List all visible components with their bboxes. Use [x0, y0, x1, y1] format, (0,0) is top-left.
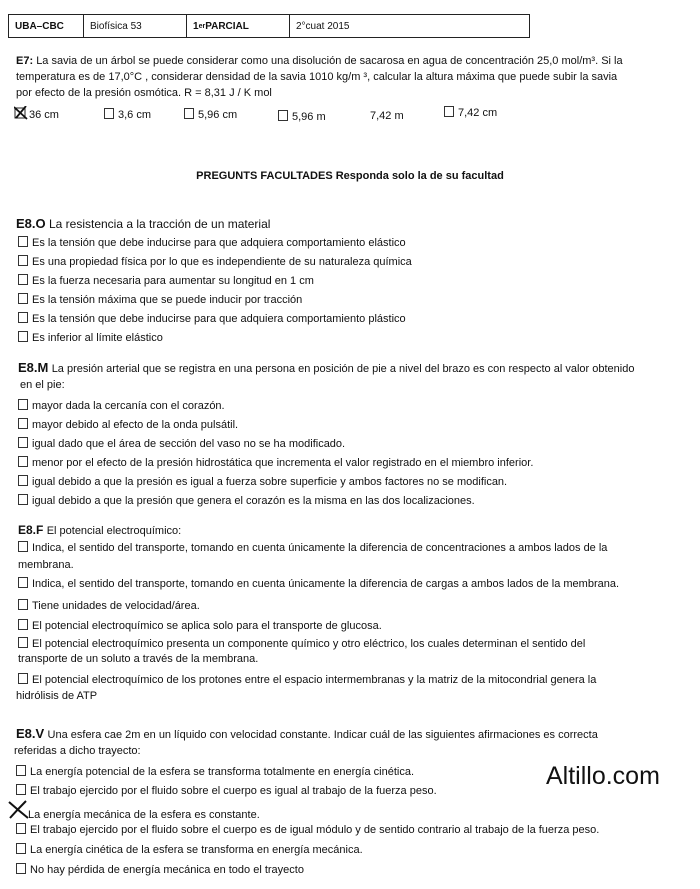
e8f-label: E8.F [18, 523, 44, 537]
e8f-option-5[interactable] [18, 637, 585, 650]
institution: UBA–CBC [15, 20, 64, 32]
e8v-label: E8.V [16, 726, 45, 741]
checkbox-icon [18, 437, 28, 448]
checkbox-icon [18, 494, 28, 505]
e8m-option-6[interactable] [18, 494, 475, 507]
e8v-option-1-label: La energía potencial de la esfera se transforma totalmente en energía cinética. [30, 766, 415, 778]
e8o-option-6-label: Es inferior al límite elástico [32, 332, 163, 344]
e8v-option-5[interactable] [16, 843, 363, 856]
e8m-option-6-label: igual debido a que la presión que genera el corazón es la misma en las dos localizaciones. [32, 495, 475, 507]
e8f-option-1-label: Indica, el sentido del transporte, tomando en cuenta únicamente la diferencia de concentraciones a ambos lados de la [32, 542, 608, 554]
checked-box-icon [14, 106, 26, 118]
e8m-stem [18, 360, 634, 375]
checkbox-icon [18, 637, 28, 648]
e8v-stem-text-2: referidas a dicho trayecto: [14, 745, 141, 757]
checked-box-icon [8, 800, 28, 818]
e7-option-5[interactable] [370, 110, 404, 122]
e7-option-3[interactable] [184, 108, 237, 121]
e8f-option-6-label: El potencial electroquímico de los protones entre el espacio intermembranas y la matriz de la mitocondrial genera la [32, 674, 597, 686]
e8o-option-1[interactable] [18, 236, 406, 249]
e8f-option-1-label-cont: membrana. [18, 559, 74, 571]
e8f-option-2[interactable] [18, 577, 619, 590]
e8m-option-3-label: igual dado que el área de sección del vaso no se ha modificado. [32, 438, 346, 450]
e7-option-1[interactable] [14, 106, 59, 121]
e8o-option-1-label: Es la tensión que debe inducirse para que adquiera comportamiento elástico [32, 237, 406, 249]
e8f-option-5-label-cont: transporte de un soluto a través de la membrana. [18, 653, 259, 665]
e7-line-1 [16, 54, 623, 68]
checkbox-icon [18, 331, 28, 342]
e8o-option-3-label: Es la fuerza necesaria para aumentar su longitud en 1 cm [32, 275, 314, 287]
e8f-option-4[interactable] [18, 619, 382, 632]
e8f-option-5-label: El potencial electroquímico presenta un componente químico y otro eléctrico, los cuales determinan el sentido del [32, 638, 586, 650]
exam-title: PARCIAL [205, 20, 249, 32]
e8v-option-1[interactable] [16, 765, 414, 778]
e7-line-3: por efecto de la presión osmótica. R = 8,31 J / K mol [16, 87, 272, 99]
checkbox-icon [104, 108, 114, 119]
e8o-option-5-label: Es la tensión que debe inducirse para que adquiera comportamiento plástico [32, 313, 406, 325]
e8f-option-6-label-cont: hidrólisis de ATP [16, 690, 98, 702]
e7-label: E7: [16, 55, 34, 67]
watermark: Altillo.com [546, 762, 660, 790]
e8f-option-6[interactable] [18, 673, 596, 686]
e8f-option-1[interactable] [18, 541, 607, 554]
checkbox-icon [18, 293, 28, 304]
checkbox-icon [18, 673, 28, 684]
e8f-option-3-label: Tiene unidades de velocidad/área. [32, 600, 200, 612]
subject: Biofísica 53 [90, 20, 142, 32]
e8m-option-4[interactable] [18, 456, 533, 469]
e7-option-6-label: 7,42 cm [458, 107, 498, 119]
e7-option-5-label: 7,42 m [370, 110, 404, 122]
checkbox-icon [18, 399, 28, 410]
e8m-option-1-label: mayor dada la cercanía con el corazón. [32, 400, 225, 412]
e8o-stem [16, 216, 270, 231]
exam-cell [187, 15, 290, 37]
e8o-stem-text: La resistencia a la tracción de un material [48, 217, 271, 231]
checkbox-icon [18, 541, 28, 552]
term: 2°cuat 2015 [296, 20, 350, 32]
subject-cell [84, 15, 187, 37]
checkbox-icon [278, 110, 288, 121]
e7-option-3-label: 5,96 cm [198, 109, 238, 121]
e8v-option-4-label: El trabajo ejercido por el fluido sobre el cuerpo es de igual módulo y de sentido contrario al trabajo de la fuerza peso. [30, 824, 600, 836]
e8f-stem-text: El potencial electroquímico: [46, 525, 182, 537]
checkbox-icon [18, 274, 28, 285]
e8o-option-5[interactable] [18, 312, 406, 325]
e8m-option-5-label: igual debido a que la presión es igual a fuerza sobre superficie y ambos factores no se modifican. [32, 476, 508, 488]
e8v-option-3-label: La energía mecánica de la esfera es constante. [28, 809, 260, 821]
e7-line-2: temperatura es de 17,0°C , considerar densidad de la savia 1010 kg/m ³, calcular la altura máxima que puede subir la savia [16, 71, 618, 83]
e8m-option-3[interactable] [18, 437, 345, 450]
checkbox-icon [16, 863, 26, 874]
e8f-option-2-label: Indica, el sentido del transporte, tomando en cuenta únicamente la diferencia de cargas a ambos lados de la membrana. [32, 578, 620, 590]
e8v-option-2-label: El trabajo ejercido por el fluido sobre el cuerpo es igual al trabajo de la fuerza peso. [30, 785, 437, 797]
checkbox-icon [18, 236, 28, 247]
e8m-label: E8.M [18, 360, 49, 375]
e8v-option-4[interactable] [16, 823, 599, 836]
checkbox-icon [16, 843, 26, 854]
e8m-option-5[interactable] [18, 475, 507, 488]
e8m-option-2[interactable] [18, 418, 238, 431]
e8v-option-6[interactable] [16, 863, 304, 876]
e8o-option-3[interactable] [18, 274, 314, 287]
e8f-stem [18, 523, 181, 537]
e8o-option-4[interactable] [18, 293, 302, 306]
checkbox-icon [18, 475, 28, 486]
e8o-option-2-label: Es una propiedad física por lo que es independiente de su naturaleza química [32, 256, 412, 268]
exam-header [8, 14, 530, 38]
checkbox-icon [18, 312, 28, 323]
checkbox-icon [16, 823, 26, 834]
checkbox-icon [16, 765, 26, 776]
e8f-option-4-label: El potencial electroquímico se aplica solo para el transporte de glucosa. [32, 620, 382, 632]
checkbox-icon [444, 106, 454, 117]
e8v-option-3[interactable] [8, 800, 260, 821]
e8v-stem [16, 726, 598, 741]
checkbox-icon [184, 108, 194, 119]
e8m-option-1[interactable] [18, 399, 225, 412]
e7-option-1-label: 36 cm [29, 109, 59, 121]
e8f-option-3[interactable] [18, 599, 200, 612]
e8o-option-2[interactable] [18, 255, 412, 268]
e8v-option-6-label: No hay pérdida de energía mecánica en todo el trayecto [30, 864, 304, 876]
e7-option-4-label: 5,96 m [292, 111, 326, 123]
e8v-option-2[interactable] [16, 784, 437, 797]
e7-option-6[interactable] [444, 106, 497, 119]
checkbox-icon [18, 255, 28, 266]
exam-number: 1 [193, 20, 199, 32]
e7-text-1: La savia de un árbol se puede considerar como una disolución de sacarosa en agua de concentración 25,0 mol/m³. Si la [36, 55, 623, 67]
e7-option-2[interactable] [104, 108, 151, 121]
e8o-option-4-label: Es la tensión máxima que se puede inducir por tracción [32, 294, 303, 306]
e8v-stem-text-1: Una esfera cae 2m en un líquido con velocidad constante. Indicar cuál de las siguientes afirmaciones es correcta [47, 729, 598, 741]
e8m-option-4-label: menor por el efecto de la presión hidrostática que incrementa el valor registrado en el miembro inferior. [32, 457, 534, 469]
checkbox-icon [16, 784, 26, 795]
term-cell [290, 15, 529, 37]
institution-cell [9, 15, 84, 37]
e8o-label: E8.O [16, 216, 46, 231]
e8v-option-5-label: La energía cinética de la esfera se transforma en energía mecánica. [30, 844, 363, 856]
e7-option-2-label: 3,6 cm [118, 109, 152, 121]
e8m-option-2-label: mayor debido al efecto de la onda pulsátil. [32, 419, 239, 431]
checkbox-icon [18, 418, 28, 429]
e8m-stem-text-1: La presión arterial que se registra en una persona en posición de pie a nivel del brazo es con respecto al valor obtenido [51, 363, 635, 375]
e8m-stem-text-2: en el pie: [20, 379, 65, 391]
e8o-option-6[interactable] [18, 331, 163, 344]
exam-sup: er [198, 22, 206, 30]
section-title: PREGUNTS FACULTADES Responda solo la de su facultad [196, 170, 504, 182]
checkbox-icon [18, 619, 28, 630]
checkbox-icon [18, 577, 28, 588]
e7-option-4[interactable] [278, 110, 326, 123]
checkbox-icon [18, 599, 28, 610]
checkbox-icon [18, 456, 28, 467]
